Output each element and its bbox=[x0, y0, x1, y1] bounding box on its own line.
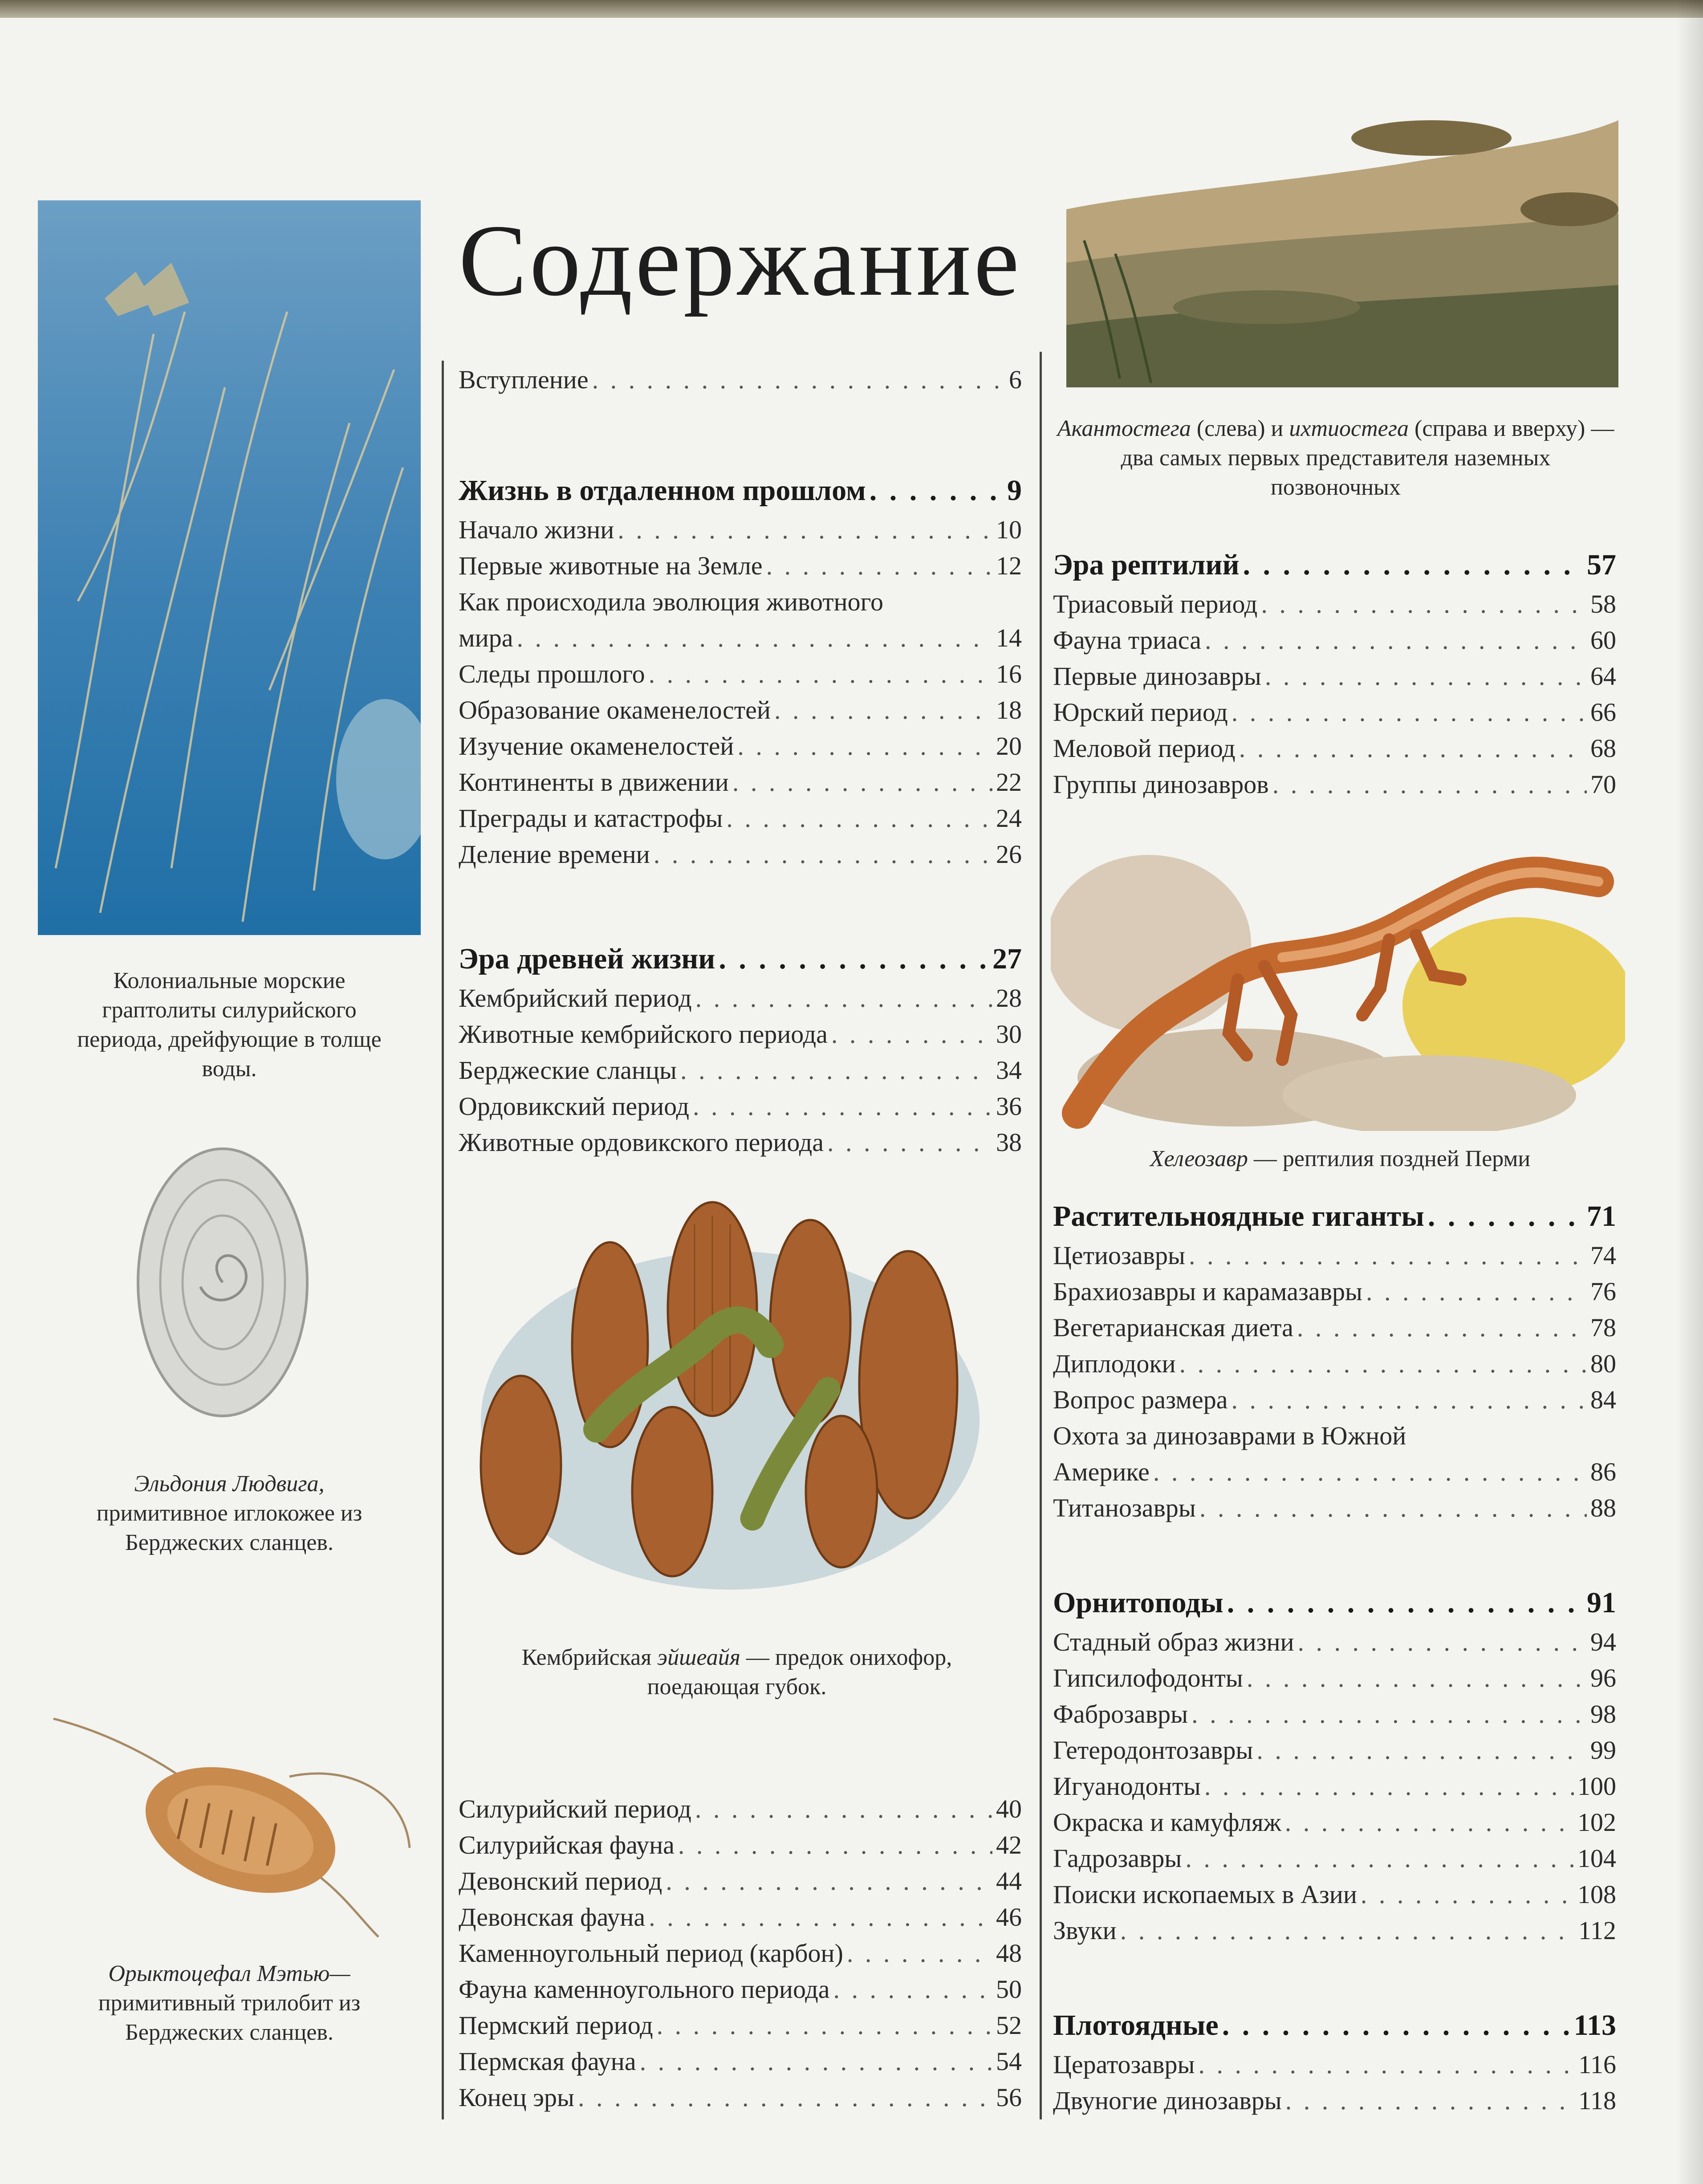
toc-item[interactable] bbox=[459, 1791, 1022, 1827]
toc-item-page: 46 bbox=[996, 1903, 1022, 1932]
toc-item-page: 86 bbox=[1590, 1457, 1616, 1486]
toc-leader-dots bbox=[578, 2079, 992, 2115]
toc-item-label: Изучение окаменелостей bbox=[459, 732, 734, 761]
toc-item-page: 12 bbox=[996, 551, 1022, 580]
toc-item-label: Берджеские сланцы bbox=[459, 1056, 677, 1085]
toc-item-label: Деление времени bbox=[459, 840, 650, 869]
toc-item[interactable] bbox=[459, 2043, 1022, 2079]
toc-item-label: Девонская фауна bbox=[459, 1903, 646, 1932]
toc-leader-dots bbox=[695, 1791, 992, 1827]
toc-item[interactable] bbox=[459, 1935, 1022, 1971]
trilobite-caption bbox=[67, 1959, 392, 2047]
toc-section-1 bbox=[459, 470, 1022, 872]
toc-item[interactable] bbox=[459, 1052, 1022, 1088]
toc-item[interactable] bbox=[459, 1971, 1022, 2007]
toc-item-page: 94 bbox=[1590, 1627, 1616, 1656]
toc-item[interactable] bbox=[459, 1016, 1022, 1052]
toc-item[interactable] bbox=[459, 656, 1022, 692]
toc-item-label: Окраска и камуфляж bbox=[1053, 1808, 1281, 1837]
toc-item[interactable] bbox=[459, 800, 1022, 836]
toc-leader-dots bbox=[1265, 658, 1587, 694]
toc-item-label: Вступление bbox=[459, 365, 589, 394]
heleosaurus-name: Хелеозавр bbox=[1150, 1146, 1248, 1171]
toc-leader-dots bbox=[1285, 2082, 1575, 2119]
toc-leader-dots bbox=[1361, 1876, 1574, 1912]
toc-item-page: 99 bbox=[1590, 1736, 1616, 1765]
toc-leader-dots bbox=[831, 1016, 992, 1052]
toc-item-page: 24 bbox=[996, 804, 1022, 833]
toc-item-label: Юрский период bbox=[1053, 698, 1228, 727]
toc-item-label: Цетиозавры bbox=[1053, 1241, 1186, 1270]
toc-section-heading-page: 57 bbox=[1587, 549, 1616, 581]
toc-leader-dots bbox=[774, 692, 992, 728]
acanthostega-desc: (справа и вверху) — два самых первых представителя наземных позвоночных bbox=[1121, 416, 1614, 500]
toc-leader-dots bbox=[618, 512, 992, 548]
toc-item-page: 74 bbox=[1590, 1241, 1616, 1270]
toc-section-3 bbox=[1053, 544, 1616, 802]
toc-section-heading[interactable] bbox=[459, 470, 1022, 512]
toc-item-page: 66 bbox=[1590, 698, 1616, 727]
toc-item-page: 60 bbox=[1590, 626, 1616, 655]
toc-item-page: 44 bbox=[996, 1867, 1022, 1895]
eldonia-caption bbox=[67, 1469, 392, 1558]
toc-item-page: 98 bbox=[1590, 1700, 1616, 1728]
toc-item-page: 80 bbox=[1590, 1349, 1616, 1378]
toc-intro bbox=[459, 362, 1022, 398]
toc-section-heading-label: Жизнь в отдаленном прошлом bbox=[459, 474, 866, 507]
toc-section-heading[interactable] bbox=[1053, 1582, 1616, 1624]
toc-item-page: 14 bbox=[996, 623, 1022, 652]
toc-item-label: Гетеродонтозавры bbox=[1053, 1736, 1253, 1765]
toc-leader-dots bbox=[657, 2007, 992, 2043]
toc-leader-dots bbox=[870, 470, 1004, 512]
toc-item-label: Преграды и катастрофы bbox=[459, 804, 723, 833]
toc-item-label: Образование окаменелостей bbox=[459, 695, 771, 724]
toc-item-label: Кембрийский период bbox=[459, 984, 692, 1013]
toc-item-page: 36 bbox=[996, 1092, 1022, 1121]
toc-leader-dots bbox=[847, 1935, 992, 1971]
toc-leader-dots bbox=[1256, 1732, 1587, 1768]
eldonia-illustration bbox=[116, 1127, 329, 1438]
toc-item-page: 104 bbox=[1577, 1844, 1616, 1873]
toc-item-label: Вегетарианская диета bbox=[1053, 1313, 1293, 1342]
toc-leader-dots bbox=[1191, 1696, 1587, 1732]
toc-item-label: мира bbox=[459, 623, 513, 652]
toc-section-5 bbox=[1053, 1582, 1616, 1948]
toc-item[interactable] bbox=[1053, 586, 1616, 622]
toc-item-page: 96 bbox=[1590, 1663, 1616, 1692]
aysheaia-pre: Кембрийская bbox=[521, 1645, 652, 1670]
page-top-edge bbox=[0, 0, 1703, 18]
toc-item-label: Начало жизни bbox=[459, 515, 614, 544]
toc-item-label: Животные ордовикского периода bbox=[459, 1128, 824, 1157]
toc-item-page: 34 bbox=[996, 1056, 1022, 1085]
toc-leader-dots bbox=[1243, 544, 1583, 586]
toc-item[interactable] bbox=[459, 728, 1022, 764]
toc-item[interactable] bbox=[1053, 1454, 1616, 1490]
toc-item-label: Поиски ископаемых в Азии bbox=[1053, 1880, 1357, 1909]
toc-item[interactable] bbox=[459, 1088, 1022, 1124]
toc-item[interactable] bbox=[1053, 1273, 1616, 1310]
heleosaurus-illustration bbox=[1051, 846, 1625, 1131]
toc-item-page: 20 bbox=[996, 732, 1022, 761]
divider-left bbox=[442, 361, 444, 2119]
toc-item-page: 70 bbox=[1590, 770, 1616, 799]
toc-item-page: 26 bbox=[996, 840, 1022, 869]
toc-item-label: Триасовый период bbox=[1053, 590, 1258, 618]
toc-item[interactable] bbox=[1053, 2082, 1616, 2119]
toc-leader-dots bbox=[1261, 586, 1587, 622]
toc-item-label: Силурийский период bbox=[459, 1794, 691, 1823]
toc-leader-dots bbox=[1366, 1273, 1587, 1310]
toc-section-heading-label: Эра древней жизни bbox=[459, 943, 715, 975]
toc-item[interactable] bbox=[1053, 1490, 1616, 1526]
toc-item[interactable] bbox=[459, 620, 1022, 656]
toc-leader-dots bbox=[1189, 1237, 1587, 1273]
toc-section-heading-page: 9 bbox=[1007, 474, 1022, 507]
toc-leader-dots bbox=[666, 1863, 992, 1899]
toc-item[interactable] bbox=[1053, 1696, 1616, 1732]
eldonia-name: Эльдония Людвига, bbox=[134, 1471, 325, 1497]
toc-item-label: Фауна триаса bbox=[1053, 626, 1201, 655]
toc-section-heading-page: 71 bbox=[1587, 1200, 1616, 1232]
toc-leader-dots bbox=[719, 938, 989, 980]
toc-leader-dots bbox=[649, 656, 992, 692]
toc-item[interactable] bbox=[1053, 2046, 1616, 2082]
toc-item[interactable] bbox=[1053, 1768, 1616, 1804]
toc-item-label: Цератозавры bbox=[1053, 2050, 1195, 2079]
toc-item-page: 100 bbox=[1577, 1772, 1616, 1801]
toc-item[interactable] bbox=[1053, 730, 1616, 766]
aysheaia-illustration bbox=[463, 1198, 997, 1594]
toc-item-label: Пермский период bbox=[459, 2011, 653, 2040]
toc-section-heading-label: Растительноядные гиганты bbox=[1053, 1200, 1424, 1232]
toc-item[interactable] bbox=[1053, 1346, 1616, 1382]
toc-item-page: 42 bbox=[996, 1830, 1022, 1859]
toc-item-label: Животные кембрийского периода bbox=[459, 1020, 828, 1049]
toc-item[interactable] bbox=[459, 362, 1022, 398]
toc-item[interactable] bbox=[459, 2007, 1022, 2043]
acanthostega-name: Акантостега bbox=[1057, 416, 1191, 441]
toc-item[interactable] bbox=[459, 2079, 1022, 2115]
toc-item[interactable] bbox=[1053, 1624, 1616, 1660]
toc-item-label: Континенты в движении bbox=[459, 768, 729, 797]
toc-leader-dots bbox=[1120, 1912, 1575, 1948]
toc-leader-dots bbox=[1239, 730, 1587, 766]
toc-item[interactable] bbox=[459, 836, 1022, 872]
toc-item-label: Как происходила эволюция животного bbox=[459, 587, 883, 616]
toc-leader-dots bbox=[1204, 1768, 1574, 1804]
toc-item-page: 22 bbox=[996, 768, 1022, 797]
toc-leader-dots bbox=[592, 362, 1005, 398]
toc-section-2-continued bbox=[459, 1791, 1022, 2115]
toc-section-heading[interactable] bbox=[1053, 1196, 1616, 1237]
toc-item[interactable] bbox=[1053, 1310, 1616, 1346]
toc-item[interactable] bbox=[1053, 1732, 1616, 1768]
toc-item-label: Титанозавры bbox=[1053, 1493, 1196, 1522]
toc-item-label: Каменноугольный период (карбон) bbox=[459, 1939, 843, 1968]
aysheaia-name: эйшеайя bbox=[657, 1645, 740, 1670]
toc-item-label: Вопрос размера bbox=[1053, 1385, 1228, 1414]
toc-item-page: 52 bbox=[996, 2011, 1022, 2040]
toc-leader-dots bbox=[737, 728, 992, 764]
toc-leader-dots bbox=[726, 800, 992, 836]
toc-item-page: 56 bbox=[996, 2083, 1022, 2112]
toc-item-page: 76 bbox=[1590, 1277, 1616, 1306]
toc-leader-dots bbox=[654, 836, 992, 872]
toc-item-page: 58 bbox=[1590, 590, 1616, 618]
heleosaurus-caption bbox=[1060, 1144, 1621, 1174]
toc-section-6 bbox=[1053, 2005, 1616, 2119]
toc-item-label: Меловой период bbox=[1053, 734, 1236, 763]
toc-leader-dots bbox=[1153, 1454, 1587, 1490]
toc-item-page: 78 bbox=[1590, 1313, 1616, 1342]
toc-item[interactable] bbox=[459, 584, 1022, 620]
toc-leader-dots bbox=[649, 1899, 992, 1935]
toc-leader-dots bbox=[1227, 1582, 1583, 1624]
toc-item-page: 54 bbox=[996, 2047, 1022, 2076]
toc-item-label: Первые динозавры bbox=[1053, 662, 1261, 691]
toc-item-label: Конец эры bbox=[459, 2083, 574, 2112]
toc-item[interactable] bbox=[459, 512, 1022, 548]
toc-leader-dots bbox=[833, 1971, 992, 2007]
toc-item-page: 30 bbox=[996, 1020, 1022, 1049]
acanthostega-caption bbox=[1055, 414, 1616, 502]
toc-leader-dots bbox=[1199, 1490, 1587, 1526]
toc-section-heading[interactable] bbox=[1053, 544, 1616, 586]
oryctocephalus-name: Орыктоцефал Мэтью— bbox=[108, 1961, 350, 1986]
toc-item[interactable] bbox=[459, 764, 1022, 800]
toc-item-page: 18 bbox=[996, 695, 1022, 724]
toc-section-heading-page: 91 bbox=[1587, 1586, 1616, 1619]
toc-item[interactable] bbox=[1053, 1660, 1616, 1696]
toc-section-heading-page: 113 bbox=[1573, 2009, 1616, 2042]
toc-item[interactable] bbox=[459, 1899, 1022, 1935]
toc-section-heading-label: Плотоядные bbox=[1053, 2009, 1219, 2042]
toc-item-label: Девонский период bbox=[459, 1867, 663, 1895]
toc-leader-dots bbox=[732, 764, 992, 800]
toc-item[interactable] bbox=[1053, 1840, 1616, 1876]
toc-leader-dots bbox=[1232, 694, 1587, 730]
toc-leader-dots bbox=[827, 1124, 992, 1160]
toc-section-heading-page: 27 bbox=[992, 943, 1022, 975]
toc-item[interactable] bbox=[1053, 1418, 1616, 1454]
divider-right bbox=[1040, 352, 1042, 2119]
toc-item[interactable] bbox=[459, 1124, 1022, 1160]
toc-leader-dots bbox=[766, 548, 992, 584]
toc-item-label: Фаброзавры bbox=[1053, 1700, 1188, 1728]
toc-item-label: Силурийская фауна bbox=[459, 1830, 675, 1859]
toc-leader-dots bbox=[1222, 2005, 1570, 2046]
ichthyostega-name: ихтиостега bbox=[1289, 416, 1409, 441]
toc-leader-dots bbox=[1285, 1804, 1574, 1840]
toc-leader-dots bbox=[1179, 1346, 1587, 1382]
toc-item[interactable] bbox=[459, 1863, 1022, 1899]
toc-item-page: 108 bbox=[1577, 1880, 1616, 1909]
toc-item-label: Фауна каменноугольного периода bbox=[459, 1975, 830, 2004]
toc-section-heading-label: Орнитоподы bbox=[1053, 1586, 1223, 1619]
toc-item-page: 112 bbox=[1578, 1916, 1616, 1945]
toc-item[interactable] bbox=[1053, 658, 1616, 694]
aysheaia-caption bbox=[463, 1643, 1011, 1702]
toc-item-page: 116 bbox=[1578, 2050, 1616, 2079]
page-spine-shadow bbox=[1676, 0, 1703, 2184]
toc-item[interactable] bbox=[1053, 1912, 1616, 1948]
toc-item[interactable] bbox=[1053, 1237, 1616, 1273]
toc-leader-dots bbox=[680, 1052, 992, 1088]
toc-item[interactable] bbox=[1053, 1382, 1616, 1418]
eldonia-desc: примитивное иглокожее из Берджеских сланцев. bbox=[96, 1501, 362, 1555]
toc-item[interactable] bbox=[459, 1827, 1022, 1863]
acanthostega-mid: (слева) и bbox=[1196, 416, 1284, 441]
toc-item-page: 88 bbox=[1590, 1493, 1616, 1522]
toc-item-label: Гипсилофодонты bbox=[1053, 1663, 1243, 1692]
toc-leader-dots bbox=[693, 1088, 992, 1124]
toc-section-4 bbox=[1053, 1196, 1616, 1526]
toc-leader-dots bbox=[1185, 1840, 1574, 1876]
toc-item-label: Первые животные на Земле bbox=[459, 551, 763, 580]
trilobite-illustration bbox=[40, 1705, 423, 1946]
toc-leader-dots bbox=[695, 980, 992, 1016]
toc-item-label: Америке bbox=[1053, 1457, 1150, 1486]
toc-item-label: Следы прошлого bbox=[459, 659, 645, 688]
toc-item-page: 118 bbox=[1578, 2086, 1616, 2115]
toc-item-label: Стадный образ жизни bbox=[1053, 1627, 1294, 1656]
toc-leader-dots bbox=[517, 620, 993, 656]
toc-item[interactable] bbox=[1053, 766, 1616, 802]
toc-item-label: Игуанодонты bbox=[1053, 1772, 1201, 1801]
toc-leader-dots bbox=[1272, 766, 1587, 802]
toc-leader-dots bbox=[678, 1827, 992, 1863]
toc-section-heading[interactable] bbox=[459, 938, 1022, 980]
toc-item-label: Брахиозавры и карамазавры bbox=[1053, 1277, 1362, 1306]
oryctocephalus-desc: примитивный трилобит из Берджеских сланцев. bbox=[98, 1990, 361, 2045]
toc-item-label: Диплодоки bbox=[1053, 1349, 1176, 1378]
aysheaia-desc: — предок онихофор, поедающая губок. bbox=[647, 1645, 952, 1700]
toc-item-page: 64 bbox=[1590, 662, 1616, 691]
toc-item-page: 102 bbox=[1577, 1808, 1616, 1837]
graptolites-caption: Колониальные морские граптолиты силурийского периода, дрейфующие в толще воды. bbox=[77, 968, 382, 1082]
toc-leader-dots bbox=[1247, 1660, 1587, 1696]
toc-item[interactable] bbox=[459, 980, 1022, 1016]
toc-leader-dots bbox=[1298, 1624, 1587, 1660]
toc-item-page: 68 bbox=[1590, 734, 1616, 763]
toc-section-2 bbox=[459, 938, 1022, 1160]
toc-item-page: 16 bbox=[996, 659, 1022, 688]
toc-item-page: 48 bbox=[996, 1939, 1022, 1968]
toc-item-page: 6 bbox=[1009, 365, 1022, 394]
toc-item-page: 28 bbox=[996, 984, 1022, 1013]
toc-item-label: Группы динозавров bbox=[1053, 770, 1269, 799]
toc-leader-dots bbox=[640, 2043, 992, 2079]
toc-section-heading[interactable] bbox=[1053, 2005, 1616, 2046]
toc-item-label: Ордовикский период bbox=[459, 1092, 689, 1121]
toc-item-label: Пермская фауна bbox=[459, 2047, 636, 2076]
toc-item-page: 50 bbox=[996, 1975, 1022, 2004]
graptolites-illustration bbox=[38, 200, 421, 935]
toc-item-label: Охота за динозаврами в Южной bbox=[1053, 1421, 1406, 1450]
toc-leader-dots bbox=[1198, 2046, 1575, 2082]
toc-leader-dots bbox=[1231, 1382, 1587, 1418]
toc-item[interactable] bbox=[1053, 1804, 1616, 1840]
heleosaurus-desc: — рептилия поздней Перми bbox=[1253, 1146, 1531, 1171]
toc-leader-dots bbox=[1428, 1196, 1583, 1237]
toc-item-page: 84 bbox=[1590, 1385, 1616, 1414]
page-title: Содержание bbox=[459, 203, 1022, 317]
toc-item-label: Двуногие динозавры bbox=[1053, 2086, 1282, 2115]
toc-item[interactable] bbox=[459, 548, 1022, 584]
toc-item[interactable] bbox=[459, 692, 1022, 728]
toc-section-heading-label: Эра рептилий bbox=[1053, 549, 1240, 581]
toc-item-page: 10 bbox=[996, 515, 1022, 544]
toc-item-label: Звуки bbox=[1053, 1916, 1117, 1945]
toc-item-page: 40 bbox=[996, 1794, 1022, 1823]
acanthostega-illustration bbox=[1066, 94, 1618, 387]
toc-item-page: 38 bbox=[996, 1128, 1022, 1157]
toc-item[interactable] bbox=[1053, 1876, 1616, 1912]
toc-leader-dots bbox=[1205, 622, 1587, 658]
toc-item[interactable] bbox=[1053, 622, 1616, 658]
toc-item[interactable] bbox=[1053, 694, 1616, 730]
toc-leader-dots bbox=[1297, 1310, 1587, 1346]
toc-item-label: Гадрозавры bbox=[1053, 1844, 1182, 1873]
